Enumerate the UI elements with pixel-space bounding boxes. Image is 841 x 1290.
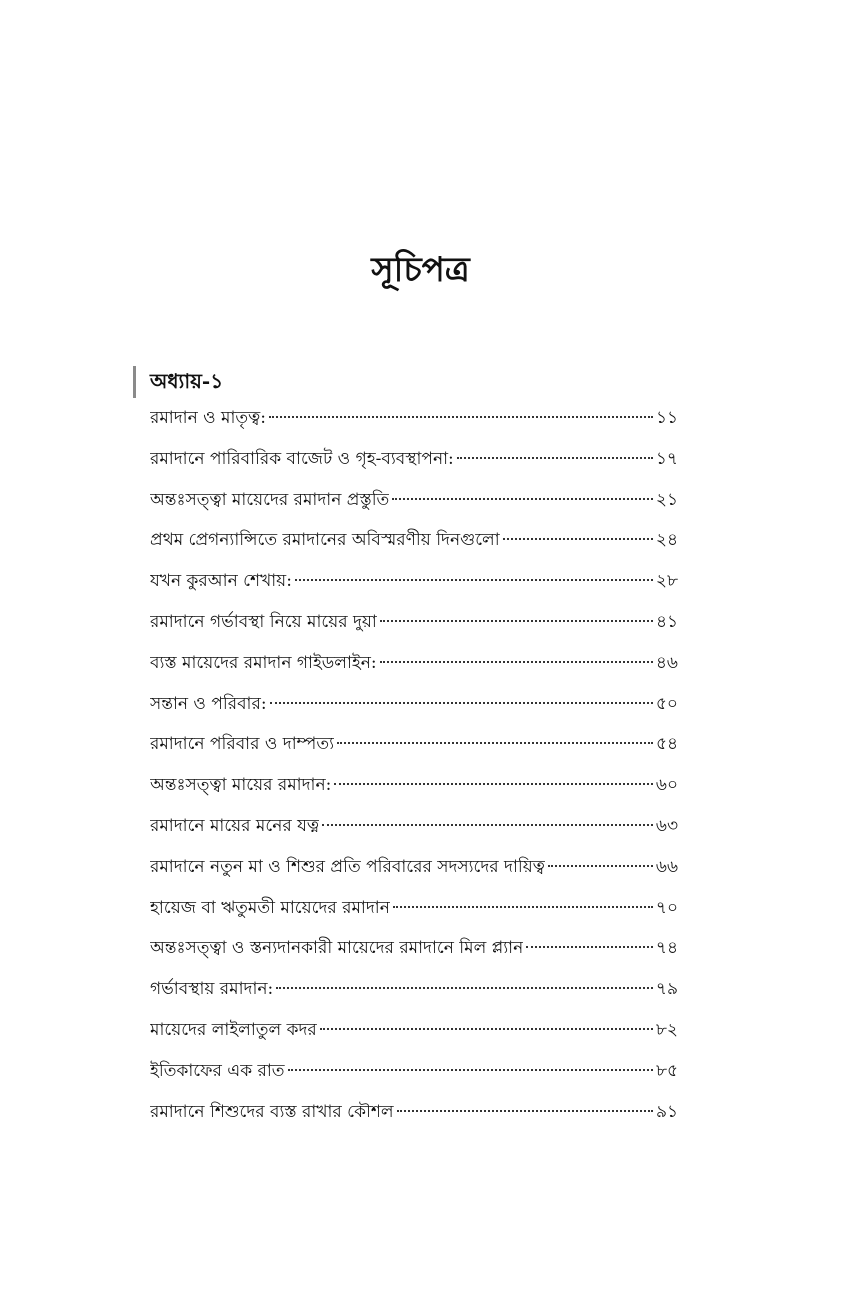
toc-entry-title: অন্তঃসত্ত্বা মায়েদের রমাদান প্রস্তুতি <box>150 489 390 510</box>
toc-entry <box>150 445 678 486</box>
dot-leader <box>526 946 653 948</box>
dot-leader <box>380 620 653 622</box>
toc-entry <box>150 934 678 975</box>
toc-entry-title: মায়েদের লাইলাতুল কদর <box>150 1019 317 1040</box>
toc-entry-title: রমাদানে গর্ভাবস্থা নিয়ে মায়ের দুয়া <box>150 611 377 632</box>
dot-leader <box>457 457 653 459</box>
toc-entry <box>150 649 678 690</box>
toc-entry <box>150 894 678 935</box>
toc-entry-page: ২৪ <box>655 530 678 551</box>
toc-entry-page: ৭০ <box>655 897 678 918</box>
toc-entry-page: ৬৬ <box>655 856 678 877</box>
dot-leader <box>322 824 653 826</box>
toc-entry-title: হায়েজ বা ঋতুমতী মায়েদের রমাদান <box>150 897 390 918</box>
dot-leader <box>392 498 653 500</box>
toc-entry-title: রমাদানে মায়ের মনের যত্ন <box>150 815 320 836</box>
toc-entry <box>150 853 678 894</box>
toc-entry-title: রমাদানে নতুন মা ও শিশুর প্রতি পরিবারের সদস্যদের দায়িত্ব <box>150 856 545 877</box>
dot-leader <box>269 416 653 418</box>
toc-entry-title: রমাদানে পারিবারিক বাজেট ও গৃহ-ব্যবস্থাপনা: <box>150 448 454 469</box>
dot-leader <box>503 538 653 540</box>
toc-entry-title: ইতিকাফের এক রাত <box>150 1060 285 1081</box>
toc-entry <box>150 690 678 731</box>
chapter-marker-bar <box>133 366 136 398</box>
dot-leader <box>295 579 653 581</box>
toc-entry-page: ১১ <box>655 408 678 428</box>
page-title: সূচিপত্র <box>371 250 470 290</box>
toc-entry-title: রমাদানে শিশুদের ব্যস্ত রাখার কৌশল <box>150 1101 394 1122</box>
toc-entry <box>150 1098 678 1139</box>
toc-entry-title: অন্তঃসত্ত্বা মায়ের রমাদান: <box>150 775 332 796</box>
dot-leader <box>397 1110 653 1112</box>
toc-entry <box>150 526 678 567</box>
toc-entry-page: ১৭ <box>655 448 678 469</box>
toc-entry-page: ৪১ <box>655 611 678 632</box>
toc-entry-page: ২১ <box>655 489 678 510</box>
toc-entry <box>150 812 678 853</box>
toc-entry-title: প্রথম প্রেগন্যান্সিতে রমাদানের অবিস্মরণীয় দিনগুলো <box>150 530 500 551</box>
toc-entry-page: ৯১ <box>655 1101 678 1122</box>
toc-entry-title: অন্তঃসত্ত্বা ও স্তন্যদানকারী মায়েদের রমাদানে মিল প্ল্যান <box>150 938 524 959</box>
dot-leader <box>276 987 653 989</box>
toc-entry-title: সন্তান ও পরিবার: <box>150 693 267 714</box>
dot-leader <box>320 1028 653 1030</box>
dot-leader <box>337 742 653 744</box>
dot-leader <box>334 783 653 785</box>
dot-leader <box>548 865 653 867</box>
toc-entry-title: রমাদানে পরিবার ও দাম্পত্য <box>150 734 335 755</box>
toc-entry-page: ৪৬ <box>655 652 678 673</box>
toc-entry <box>150 567 678 608</box>
toc-entry-page: ৫০ <box>655 693 678 714</box>
toc-entry <box>150 1016 678 1057</box>
toc-entry-page: ৭৯ <box>655 979 678 1000</box>
toc-entry-title: ব্যস্ত মায়েদের রমাদান গাইডলাইন: <box>150 652 377 673</box>
toc-entry-title: গর্ভাবস্থায় রমাদান: <box>150 979 274 1000</box>
dot-leader <box>393 906 653 908</box>
toc-entry <box>150 486 678 527</box>
toc-entry-page: ৭৪ <box>655 938 678 959</box>
dot-leader <box>270 702 653 704</box>
toc-entry-page: ২৮ <box>655 571 678 592</box>
toc-entry-page: ৮৫ <box>655 1060 678 1081</box>
toc-entry-title: যখন কুরআন শেখায়: <box>150 571 292 592</box>
toc-entry <box>150 1057 678 1098</box>
table-of-contents <box>150 404 678 1138</box>
toc-entry <box>150 730 678 771</box>
toc-entry-page: ৮২ <box>655 1019 678 1040</box>
toc-entry-page: ৫৪ <box>655 734 678 755</box>
toc-entry <box>150 771 678 812</box>
dot-leader <box>288 1069 653 1071</box>
dot-leader <box>380 661 653 663</box>
toc-entry <box>150 975 678 1016</box>
toc-entry <box>150 404 678 445</box>
chapter-heading: অধ্যায়-১ <box>150 369 224 393</box>
toc-entry-title: রমাদান ও মাতৃত্ব: <box>150 408 266 428</box>
toc-entry-page: ৬৩ <box>655 815 678 836</box>
toc-entry-page: ৬০ <box>655 775 678 796</box>
toc-entry <box>150 608 678 649</box>
